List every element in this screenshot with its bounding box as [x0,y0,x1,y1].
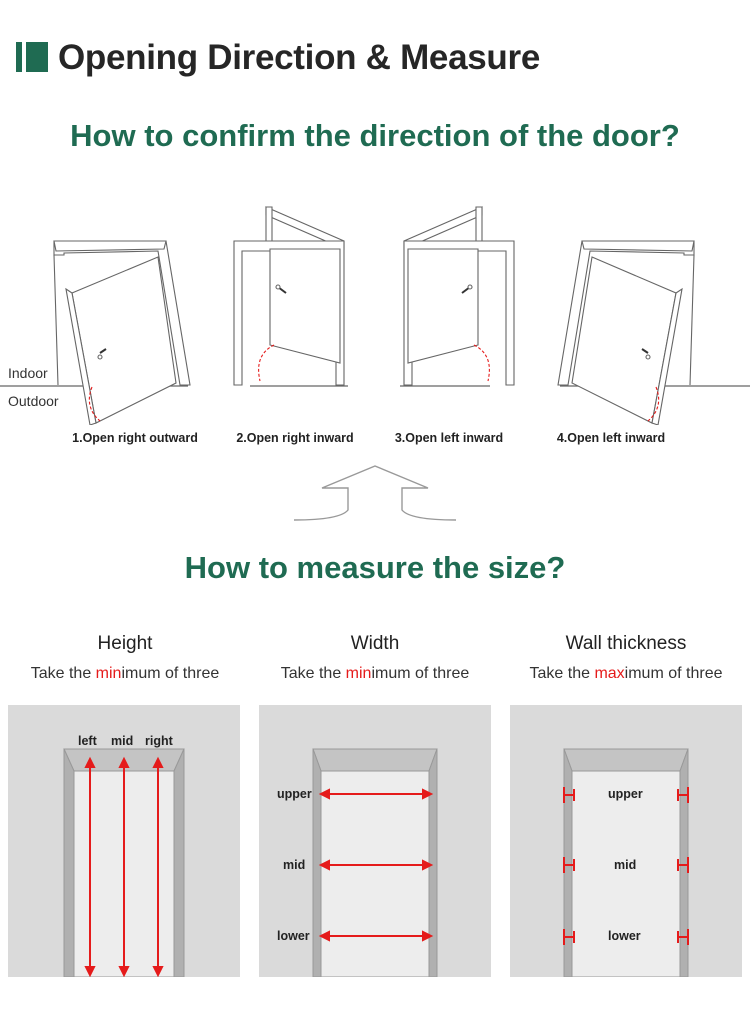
door-4-open-left-inward [558,241,694,425]
outdoor-label: Outdoor [8,393,59,409]
wall-thickness-rule: Take the maximum of three [529,665,723,682]
height-rule: Take the minimum of three [30,665,220,682]
door-1-open-right-outward [54,241,190,425]
width-panel [259,705,491,977]
measure-section-title: How to measure the size? [184,550,566,585]
wall-upper-label: upper [608,787,643,801]
width-title: Width [350,633,400,654]
height-mid-label: mid [111,734,134,748]
height-panel [8,705,240,977]
width-rule: Take the minimum of three [280,665,470,682]
height-title: Height [97,633,153,654]
width-lower-label: lower [277,929,310,943]
direction-section-title: How to confirm the direction of the door? [70,118,680,153]
wall-thickness-panel [510,705,742,977]
indoor-label: Indoor [8,365,48,381]
door-3-open-left-inward [404,207,514,385]
width-upper-label: upper [277,787,312,801]
height-right-label: right [145,734,173,748]
door-caption-1: 1.Open right outward [72,431,198,445]
door-caption-3: 3.Open left inward [394,431,504,445]
up-arrow-icon [290,462,460,524]
door-directions-diagram [0,195,750,425]
wall-thickness-title: Wall thickness [565,633,687,654]
door-caption-4: 4.Open left inward [556,431,666,445]
header-bar-icon [16,42,22,72]
door-caption-2: 2.Open right inward [236,431,354,445]
wall-lower-label: lower [608,929,641,943]
door-2-open-right-inward [234,207,344,385]
header-block-icon [26,42,48,72]
width-mid-label: mid [283,858,306,872]
height-left-label: left [78,734,97,748]
wall-mid-label: mid [614,858,637,872]
page-title: Opening Direction & Measure [58,38,540,77]
